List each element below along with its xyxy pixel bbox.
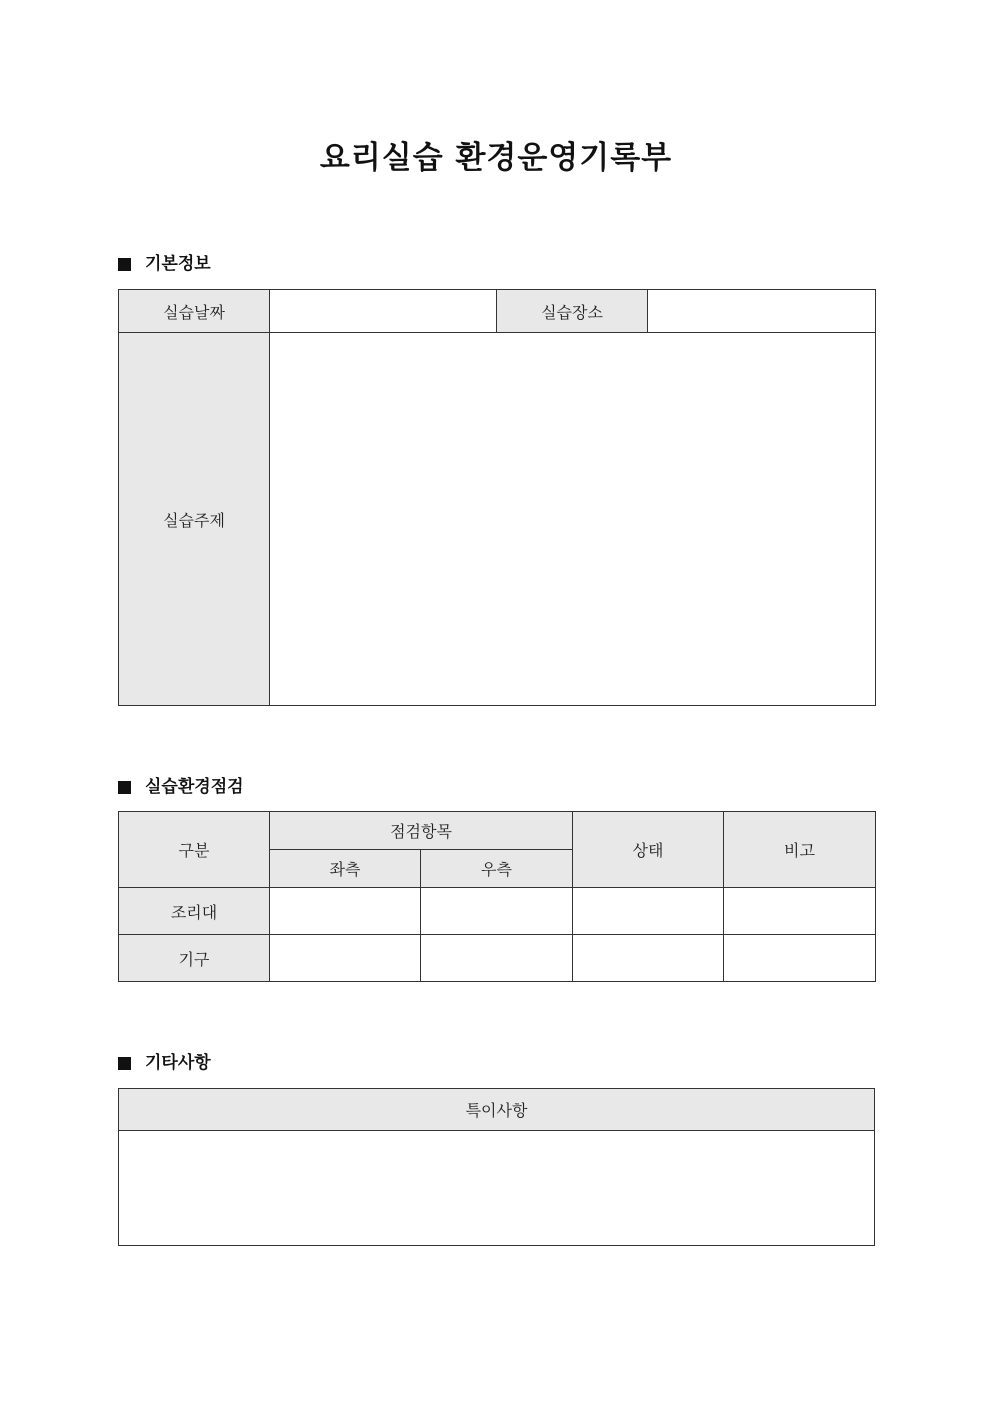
row-category: 기구 xyxy=(119,935,270,982)
right-header: 우측 xyxy=(421,850,573,888)
place-field[interactable] xyxy=(648,290,876,333)
other-notes-table xyxy=(118,1088,875,1246)
right-cell[interactable] xyxy=(421,888,573,935)
section-heading-environment-check xyxy=(118,774,244,800)
status-header: 상태 xyxy=(573,812,724,888)
notes-header: 특이사항 xyxy=(119,1089,875,1131)
left-cell[interactable] xyxy=(270,935,421,982)
environment-check-table xyxy=(118,811,876,982)
table-row xyxy=(119,935,876,982)
section-heading-other xyxy=(118,1050,211,1076)
right-cell[interactable] xyxy=(421,935,573,982)
notes-field[interactable] xyxy=(119,1131,875,1246)
row-category: 조리대 xyxy=(119,888,270,935)
section-heading-basic-info xyxy=(118,251,211,277)
left-cell[interactable] xyxy=(270,888,421,935)
category-header: 구분 xyxy=(119,812,270,888)
basic-info-table xyxy=(118,289,876,706)
square-bullet-icon xyxy=(118,1057,131,1070)
page-title: 요리실습 환경운영기록부 xyxy=(319,140,673,176)
square-bullet-icon xyxy=(118,781,131,794)
remarks-header: 비고 xyxy=(724,812,876,888)
check-items-header: 점검항목 xyxy=(270,812,573,850)
section-heading-label: 기타사항 xyxy=(145,1053,211,1073)
square-bullet-icon xyxy=(118,258,131,271)
date-label: 실습날짜 xyxy=(119,290,270,333)
date-field[interactable] xyxy=(270,290,497,333)
remarks-cell[interactable] xyxy=(724,888,876,935)
status-cell[interactable] xyxy=(573,888,724,935)
topic-field[interactable] xyxy=(270,333,876,706)
remarks-cell[interactable] xyxy=(724,935,876,982)
table-row xyxy=(119,888,876,935)
section-heading-label: 실습환경점검 xyxy=(145,777,244,797)
left-header: 좌측 xyxy=(270,850,421,888)
topic-label: 실습주제 xyxy=(119,333,270,706)
section-heading-label: 기본정보 xyxy=(145,254,211,274)
status-cell[interactable] xyxy=(573,935,724,982)
place-label: 실습장소 xyxy=(497,290,648,333)
